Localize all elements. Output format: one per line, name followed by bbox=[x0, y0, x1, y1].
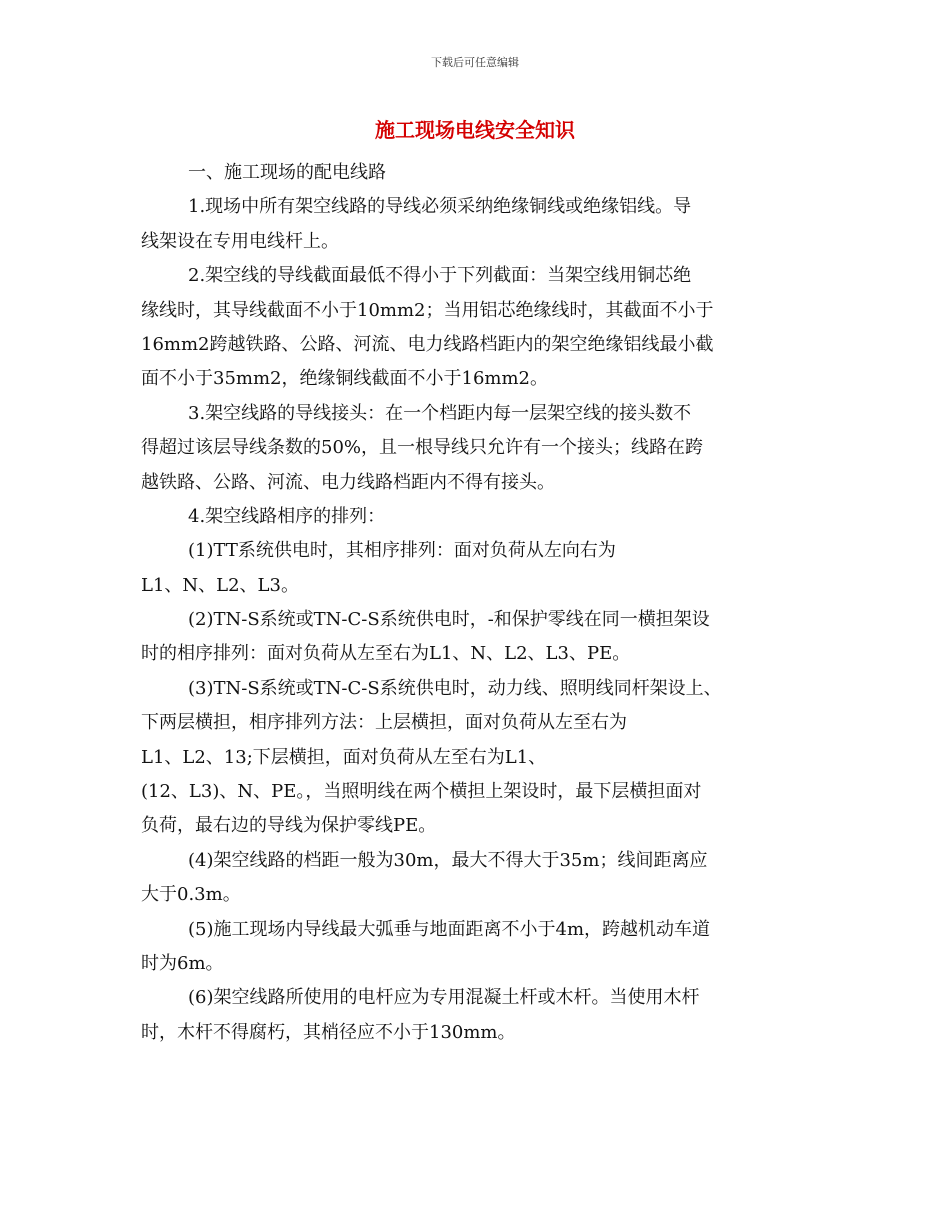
body-line: L1、N、L2、L3。 bbox=[141, 574, 299, 596]
body-line: 4.架空线路相序的排列： bbox=[188, 505, 386, 527]
body-line: L1、L2、13;下层横担，面对负荷从左至右为L1、 bbox=[141, 746, 547, 768]
body-line: 一、施工现场的配电线路 bbox=[188, 162, 386, 183]
body-line: 负荷，最右边的导线为保护零线PE。 bbox=[141, 815, 437, 837]
body-line: 大于0.3m。 bbox=[141, 884, 241, 906]
body-line: 缘线时，其导线截面不小于10mm2；当用铝芯绝缘线时，其截面不小于 bbox=[141, 299, 714, 321]
body-line: 时的相序排列：面对负荷从左至右为L1、N、L2、L3、PE。 bbox=[141, 643, 631, 665]
body-line: 时为6m。 bbox=[141, 952, 224, 974]
body-line: 越铁路、公路、河流、电力线路档距内不得有接头。 bbox=[141, 471, 555, 493]
body-line: 16mm2跨越铁路、公路、河流、电力线路档距内的架空绝缘铝线最小截 bbox=[141, 333, 714, 355]
body-line: 下两层横担，相序排列方法：上层横担，面对负荷从左至右为 bbox=[141, 712, 627, 734]
body-line: 线架设在专用电线杆上。 bbox=[141, 230, 339, 252]
body-line: (2)TN-S系统或TN-C-S系统供电时，-和保护零线在同一横担架设 bbox=[188, 609, 710, 631]
body-line: (3)TN-S系统或TN-C-S系统供电时，动力线、照明线同杆架设上、 bbox=[188, 677, 722, 699]
body-line: 3.架空线路的导线接头：在一个档距内每一层架空线的接头数不 bbox=[188, 402, 692, 424]
body-line: 面不小于35mm2，绝缘铜线截面不小于16mm2。 bbox=[141, 368, 548, 390]
document-body bbox=[141, 156, 811, 1050]
body-line: (4)架空线路的档距一般为30m，最大不得大于35m；线间距离应 bbox=[188, 849, 708, 871]
body-line: (12、L3)、N、PE。，当照明线在两个横担上架设时，最下层横担面对 bbox=[141, 781, 702, 803]
body-line: 2.架空线的导线截面最低不得小于下列截面：当架空线用铜芯绝 bbox=[188, 265, 692, 287]
body-line: (6)架空线路所使用的电杆应为专用混凝土杆或木杆。当使用木杆 bbox=[188, 987, 700, 1009]
body-line: (5)施工现场内导线最大弧垂与地面距离不小于4m，跨越机动车道 bbox=[188, 918, 711, 940]
body-line: 得超过该层导线条数的50%，且一根导线只允许有一个接头；线路在跨 bbox=[141, 437, 704, 459]
body-line: 1.现场中所有架空线路的导线必须采纳绝缘铜线或绝缘铝线。导 bbox=[188, 196, 692, 218]
body-line: 时，木杆不得腐朽，其梢径应不小于130mm。 bbox=[141, 1021, 516, 1043]
header-note: 下载后可任意编辑 bbox=[431, 56, 519, 69]
document-title: 施工现场电线安全知识 bbox=[375, 118, 575, 142]
body-line: (1)TT系统供电时，其相序排列：面对负荷从左向右为 bbox=[188, 540, 616, 562]
